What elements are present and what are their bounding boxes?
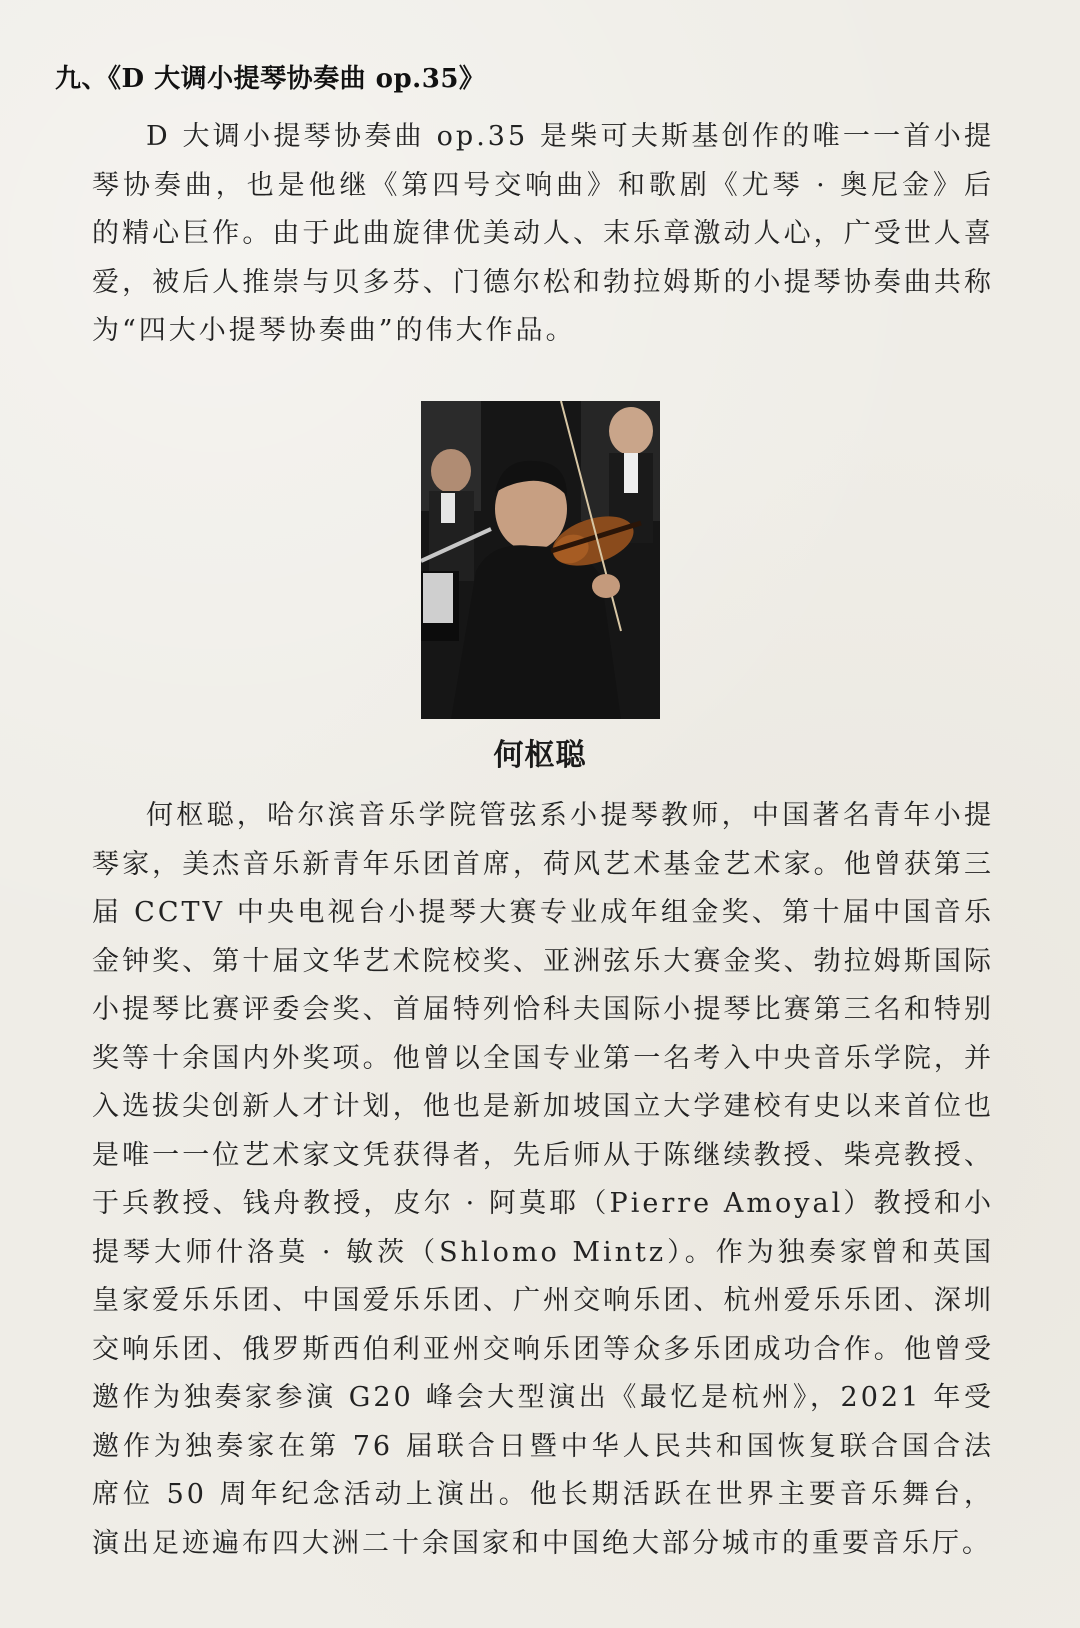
intro-paragraph: D 大调小提琴协奏曲 op.35 是柴可夫斯基创作的唯一一首小提琴协奏曲，也是他继《第四号交响曲》和歌剧《尤琴 · 奥尼金》后的精心巨作。由于此曲旋律优美动人、末乐章激动人心，广受世人喜爱，被后人推崇与贝多芬、门德尔松和勃拉姆斯的小提琴协奏曲共称为“四大小提琴协奏曲”的伟大作品。 [92, 121, 994, 346]
photo-caption: 何枢聪 [493, 738, 587, 773]
section-title: 九、《D 大调小提琴协奏曲 op.35》 [55, 64, 486, 94]
bio-paragraph: 何枢聪，哈尔滨音乐学院管弦系小提琴教师，中国著名青年小提琴家，美杰音乐新青年乐团首席，荷风艺术基金艺术家。他曾获第三届 CCTV 中央电视台小提琴大赛专业成年组金奖、第十届中国音乐金钟奖、第十届文华艺术院校奖、亚洲弦乐大赛金奖、勃拉姆斯国际小提琴比赛评委会奖、首届特列恰科夫国际小提琴比赛第三名和特别奖等十余国内外奖项。他曾以全国专业第一名考入中央音乐学院，并入选拔尖创新人才计划，他也是新加坡国立大学建校有史以来首位也是唯一一位艺术家文凭获得者，先后师从于陈继续教授、柴亮教授、于兵教授、钱舟教授，皮尔 · 阿莫耶（Pierre Amoyal）教授和小提琴大师什洛莫 · 敏茨（Shlomo Mintz）。作为独奏家曾和英国皇家爱乐乐团、中国爱乐乐团、广州交响乐团、杭州爱乐乐团、深圳交响乐团、俄罗斯西伯利亚州交响乐团等众多乐团成功合作。他曾受邀作为独奏家参演 G20 峰会大型演出《最忆是杭州》，2021 年受邀作为独奏家在第 76 届联合日暨中华人民共和国恢复联合国合法席位 50 周年纪念活动上演出。他长期活跃在世界主要音乐舞台，演出足迹遍布四大洲二十余国家和中国绝大部分城市的重要音乐厅。 [92, 800, 994, 1559]
violinist-photo [421, 401, 660, 719]
